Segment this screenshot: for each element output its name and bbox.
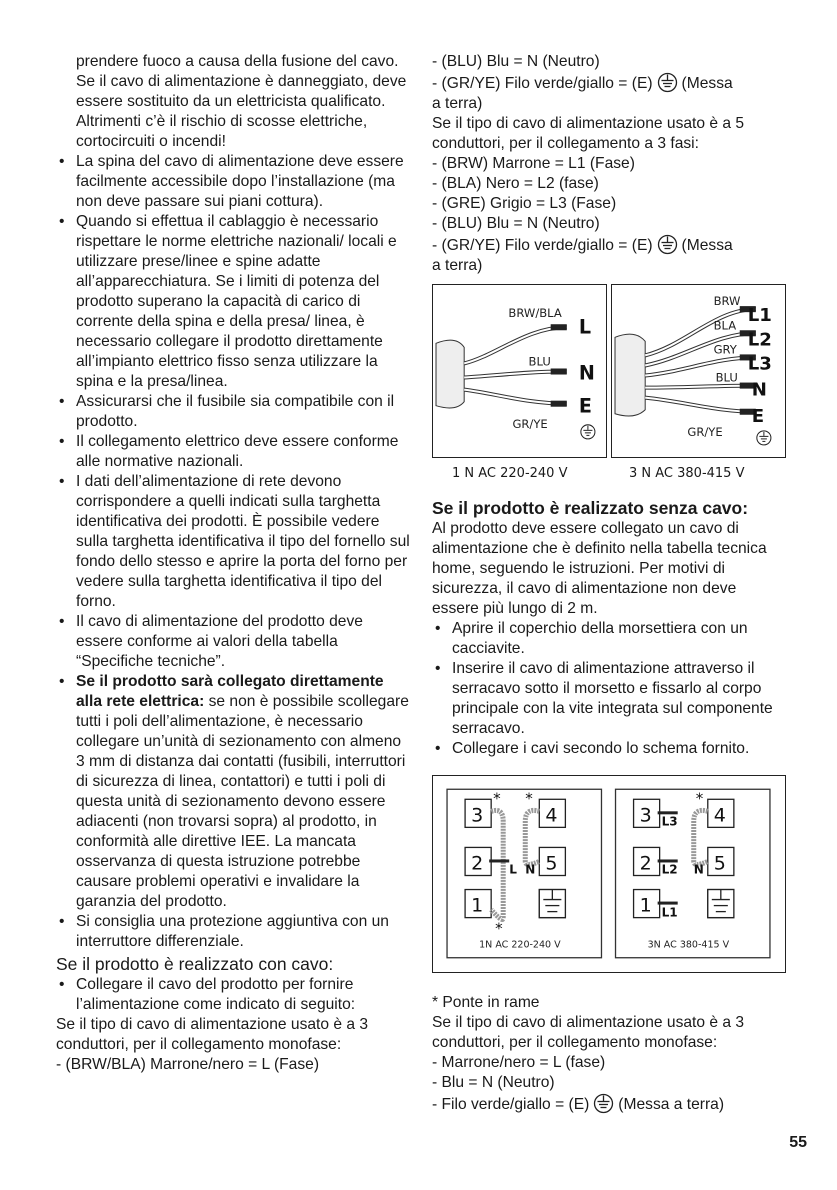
cable-figure-captions	[432, 464, 786, 484]
terminal-number: 3	[471, 804, 484, 827]
terminal-label: L	[578, 315, 592, 339]
three-phase-cable-diagram	[611, 284, 786, 458]
bridge-star: *	[493, 789, 501, 808]
no-cable-paragraph: Al prodotto deve essere collegato un cavo di alimentazione che è definito nella tabella tecnica home, seguendo le istruzioni. Per motivi di sicurezza, il cavo di alimentazione non deve essere più lungo di 2 m.	[432, 520, 767, 617]
terminal-label: L3	[661, 814, 678, 829]
left-column	[56, 52, 410, 1075]
earth-ground-icon	[657, 72, 678, 93]
single-phase-cable-svg	[433, 285, 606, 457]
wire-line: - (GRE) Grigio = L3 (Fase)	[432, 195, 617, 212]
terminal-label: N	[751, 379, 767, 401]
earth-ground-icon	[657, 234, 678, 255]
wire-label: BLA	[713, 318, 737, 333]
no-cable-steps	[432, 619, 786, 759]
wire-line-earth: - Filo verde/giallo = (E) (Messa a terra)	[432, 1093, 786, 1115]
list-item: • La spina del cavo di alimentazione deve essere facilmente accessibile dopo l’installazione (ma non deve passare sui piani cottura).	[56, 152, 410, 212]
three-phase-intro: Se il tipo di cavo di alimentazione usato è a 5 conduttori, per il collegamento a 3 fasi:	[432, 115, 745, 152]
wire-line: - (BRW) Marrone = L1 (Fase)	[432, 155, 635, 172]
bridge-star: *	[525, 789, 533, 808]
single-phase-intro: Se il tipo di cavo di alimentazione usato è a 3 conduttori, per il collegamento monofase:	[432, 1014, 745, 1051]
caption: 1N AC 220-240 V	[479, 939, 561, 951]
earth-ground-icon	[593, 1093, 614, 1114]
right-column	[432, 52, 786, 1115]
earth-ground-icon	[539, 890, 565, 918]
terminal-number: 3	[639, 804, 652, 827]
list-item-direct-connection	[56, 672, 410, 912]
terminal-label: N	[693, 862, 704, 877]
terminal-block-svg	[433, 776, 785, 972]
wire-line: - (BLA) Nero = L2 (fase)	[432, 175, 599, 192]
single-phase-cable-diagram	[432, 284, 607, 458]
wire-line-earth: - (GR/YE) Filo verde/giallo = (E) (Messa	[432, 72, 786, 94]
terminal-number: 5	[713, 852, 726, 875]
with-cable-list	[56, 975, 410, 1015]
list-item: • Il cavo di alimentazione del prodotto deve essere conforme ai valori della tabella “Specifiche tecniche”.	[56, 612, 410, 672]
list-item: • Si consiglia una protezione aggiuntiva con un interruttore differenziale.	[56, 912, 410, 952]
bullet-text: se non è possibile scollegare tutti i poli dell’alimentazione, è necessario collegare un’unità di sezionamento con almeno 3 mm di distanza dai contatti (fusibili, interruttori di sicurezza di linea, contattori) e tutti i poli di questa unità di sezionamento devono essere adiacenti (non trovarsi sopra) al prodotto, in conformità alle direttive IEE. La mancata osservanza di questa istruzione potrebbe causare problemi operativi e invalidare la garanzia del prodotto.	[76, 693, 409, 910]
intro-paragraph: prendere fuoco a causa della fusione del cavo. Se il cavo di alimentazione è danneggiato, deve essere sostituito da un elettricista qualificato. Altrimenti c’è il rischio di scosse elettriche, cortocircuiti o incendi!	[76, 53, 407, 150]
wire-label: BRW/BLA	[508, 306, 562, 321]
terminal-label: L2	[747, 329, 772, 351]
wire-line-earth: - (GR/YE) Filo verde/giallo = (E) (Messa	[432, 234, 786, 256]
wire-line-cont: a terra)	[432, 257, 483, 274]
list-item: • I dati dell’alimentazione di rete devono corrispondere a quelli indicati sulla targhetta identificativa dei prodotti. È possibile vedere sulla targhetta identificativa il tipo del fornello sul fondo dello stesso e aprire la porta del forno per vedere sulla targhetta identificativa il tipo del forno.	[56, 472, 410, 612]
terminal-label: L3	[747, 353, 772, 375]
list-item: • Assicurarsi che il fusibile sia compatibile con il prodotto.	[56, 392, 410, 432]
list-item: • Aprire il coperchio della morsettiera con un cacciavite.	[432, 619, 786, 659]
footnote: * Ponte in rame	[432, 994, 540, 1011]
wire-label: GRY	[713, 342, 737, 357]
safety-bullet-list	[56, 152, 410, 952]
terminal-number: 2	[639, 852, 652, 875]
earth-ground-icon	[757, 431, 771, 445]
caption: 3 N AC 380-415 V	[629, 466, 745, 481]
terminal-number: 1	[471, 894, 484, 917]
terminal-label: L	[509, 862, 517, 877]
terminal-label: L2	[661, 862, 678, 877]
terminal-label: L1	[661, 905, 678, 920]
caption: 3N AC 380-415 V	[647, 939, 730, 951]
terminal-number: 4	[713, 804, 726, 827]
terminal-number: 4	[545, 804, 558, 827]
terminal-label: L1	[747, 305, 772, 327]
earth-ground-icon	[581, 425, 595, 439]
wire-line: - Marrone/nero = L (fase)	[432, 1054, 606, 1071]
page-number: 55	[789, 1134, 807, 1151]
wire-label: BRW	[713, 294, 741, 309]
list-item: • Quando si effettua il cablaggio è necessario rispettare le norme elettriche nazionali/ locali e utilizzare prese/linee e spine adatte all’apparecchiatura. Se i limiti di potenza del prodotto superano la capacità di carico di corrente della spina e della presa/ linea, è necessario collegare il prodotto direttamente all’impianto elettrico fisso senza utilizzare la spina e la presa/linea.	[56, 212, 410, 392]
wire-line: - (BRW/BLA) Marrone/nero = L (Fase)	[56, 1056, 320, 1073]
section-heading-with-cable: Se il prodotto è realizzato con cavo:	[56, 954, 334, 974]
bridge-star: *	[495, 919, 503, 938]
list-item: • Collegare il cavo del prodotto per fornire l’alimentazione come indicato di seguito:	[56, 975, 410, 1015]
three-phase-cable-svg	[612, 285, 785, 457]
terminal-number: 2	[471, 852, 484, 875]
wire-label: BLU	[715, 370, 738, 385]
section-heading-without-cable: Se il prodotto è realizzato senza cavo:	[432, 498, 749, 518]
terminal-label: N	[525, 862, 536, 877]
terminal-label: N	[578, 361, 595, 385]
bridge-star: *	[695, 789, 704, 808]
terminal-label: E	[578, 394, 592, 418]
list-item: • Collegare i cavi secondo lo schema fornito.	[432, 739, 786, 759]
wire-label: BLU	[528, 354, 551, 369]
list-item: • Il collegamento elettrico deve essere conforme alle normative nazionali.	[56, 432, 410, 472]
terminal-number: 1	[639, 894, 652, 917]
terminal-block-figure	[432, 775, 786, 973]
list-item: • Inserire il cavo di alimentazione attraverso il serracavo sotto il morsetto e fissarlo al corpo principale con la vite integrata sul componente serracavo.	[432, 659, 786, 739]
wire-line-cont: a terra)	[432, 95, 483, 112]
wire-line: - Blu = N (Neutro)	[432, 1074, 555, 1091]
wire-label: GR/YE	[512, 416, 548, 431]
wire-line: - (BLU) Blu = N (Neutro)	[432, 53, 600, 70]
terminal-label: E	[751, 405, 765, 427]
earth-ground-icon	[708, 890, 734, 918]
caption: 1 N AC 220-240 V	[452, 466, 568, 481]
single-phase-intro: Se il tipo di cavo di alimentazione usato è a 3 conduttori, per il collegamento monofase:	[56, 1016, 369, 1053]
cable-wiring-figure	[432, 284, 786, 458]
wire-label: GR/YE	[687, 424, 723, 439]
bold-lead: Se il prodotto sarà collegato direttamente alla rete elettrica:	[76, 673, 384, 710]
wire-line: - (BLU) Blu = N (Neutro)	[432, 215, 600, 232]
terminal-number: 5	[545, 852, 558, 875]
